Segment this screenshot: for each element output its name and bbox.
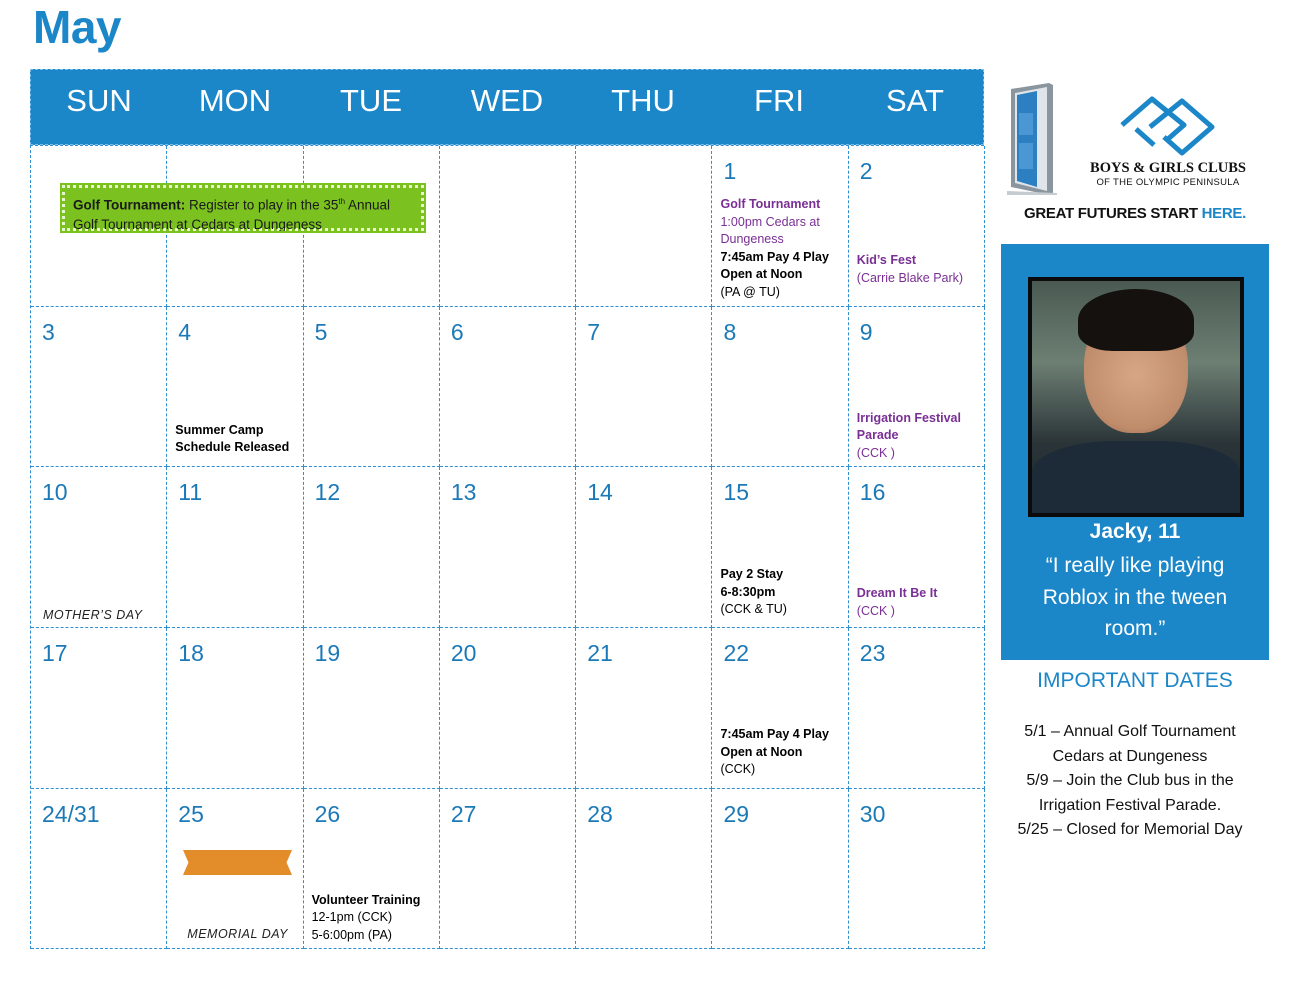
day-number: 8 [723,318,737,345]
event-line: Volunteer Training [311,892,421,907]
day-cell-24-31 [31,789,167,950]
event-line: Schedule Released [175,440,290,455]
golf-banner-ordinal: th [338,197,346,206]
tagline-main: GREAT FUTURES START [1024,205,1202,222]
day-number: 29 [723,800,750,827]
day-number: 28 [587,800,613,827]
event-line: Pay 2 Stay [720,567,784,582]
event-line: (PA @ TU) [720,284,780,299]
day-number: 10 [42,479,68,506]
day-cell-11 [167,467,303,628]
important-date-line: Irrigation Festival Parade. [1038,796,1222,814]
golf-banner-line2: Golf Tournament at Cedars at Dungeness [73,216,322,232]
day-cell-17 [31,628,167,789]
event-line: 7:45am Pay 4 Play [720,727,829,742]
event-line: Golf Tournament [720,197,821,211]
day-cell-26 [304,789,440,950]
day-events [720,726,828,779]
event-line: 6-8:30pm [720,584,776,599]
day-cell-29 [712,789,848,950]
day-number: 15 [723,479,750,506]
event-line: (CCK & TU) [720,602,787,617]
day-number: 9 [859,318,873,345]
day-cell-30 [849,789,985,950]
day-events [720,566,786,619]
day-cell-23 [849,628,985,789]
event-line: Dream It Be It [856,586,938,601]
event-line: Irrigation Festival [856,410,961,425]
day-number: 25 [178,800,204,827]
event-line: 1:00pm Cedars at [720,214,820,229]
important-date-line: 5/25 – Closed for Memorial Day [1017,821,1243,838]
event-line: Summer Camp [175,422,264,437]
day-cell-14 [576,467,712,628]
day-number: 17 [42,640,68,667]
event-line: 5-6:00pm (PA) [311,927,392,942]
tagline-accent: HERE. [1201,205,1246,222]
event-line: (CCK ) [856,445,895,460]
day-cell-empty [440,146,576,307]
day-cell-13 [440,467,576,628]
important-date-line: Cedars at Dungeness [1052,747,1208,765]
calendar-grid [30,145,984,949]
day-number: 4 [178,318,192,345]
member-quote: “I really like playing Roblox in the tween room.” [1042,554,1228,640]
day-number: 1 [723,158,737,184]
event-line: (CCK ) [856,603,895,618]
day-number: 22 [723,640,750,667]
event-line: (CCK) [720,762,756,777]
day-number: 27 [450,800,477,827]
member-name: Jacky, 11 [1089,520,1181,543]
day-number: 26 [314,800,341,827]
day-number: 24/31 [42,800,100,827]
day-cell-27 [440,789,576,950]
important-date-line: 5/9 – Join the Club bus in the [1026,772,1234,789]
day-number: 2 [859,158,873,184]
day-number: 6 [450,318,464,345]
day-cell-12 [304,467,440,628]
day-cell-9 [849,307,985,468]
day-events [857,252,963,287]
day-cell-10 [31,467,167,628]
day-events [720,196,828,301]
day-cell-4 [167,307,303,468]
day-cell-19 [304,628,440,789]
day-number: 14 [587,479,613,506]
day-number: 12 [314,479,341,506]
weekday-sat: SAT [886,83,944,118]
day-number: 21 [587,640,613,667]
golf-banner-label: Golf Tournament: [73,197,186,213]
day-cell-18 [167,628,303,789]
day-cell-1 [712,146,848,307]
member-spotlight [1001,244,1269,660]
day-cell-20 [440,628,576,789]
day-number: 7 [587,318,600,345]
org-subtitle: OF THE OLYMPIC PENINSULA [1096,177,1240,188]
day-cell-7 [576,307,712,468]
important-date-line: 5/1 – Annual Golf Tournament [1024,723,1236,740]
day-number: 20 [450,640,477,667]
day-cell-empty [576,146,712,307]
event-line: Open at Noon [720,744,803,759]
day-cell-28 [576,789,712,950]
day-cell-8 [712,307,848,468]
day-number: 16 [859,479,886,506]
day-cell-3 [31,307,167,468]
day-cell-2 [849,146,985,307]
holiday-note: MOTHER’S DAY [43,608,143,623]
day-number: 18 [178,640,204,667]
event-line: (Carrie Blake Park) [856,270,964,285]
weekday-fri: FRI [754,83,804,118]
day-events [857,585,938,620]
day-number: 23 [859,640,886,667]
day-number: 19 [314,640,341,667]
day-cell-16 [849,467,985,628]
day-events [857,410,961,463]
event-line: Open at Noon [720,267,803,281]
day-cell-22 [712,628,848,789]
weekday-tue: TUE [340,83,402,118]
weekday-thu: THU [611,83,675,118]
holiday-note: MEMORIAL DAY [187,926,288,941]
boys-girls-clubs-logo-icon [1118,95,1216,157]
month-title: May [33,1,121,53]
event-line: 7:45am Pay 4 Play [720,249,829,264]
day-cell-5 [304,307,440,468]
day-number: 5 [314,318,328,345]
golf-banner-text-end: Annual [345,197,391,213]
day-cell-15 [712,467,848,628]
day-cell-6 [440,307,576,468]
day-number: 11 [178,479,203,506]
important-dates-list [994,720,1266,843]
day-number: 3 [42,318,55,345]
event-line: Dungeness [720,232,784,246]
weekday-wed: WED [470,83,544,118]
event-line: 12-1pm (CCK) [311,910,393,925]
important-dates-title: IMPORTANT DATES [1037,669,1233,692]
weekday-header [30,69,984,145]
day-cell-21 [576,628,712,789]
day-number: 30 [859,800,886,827]
member-photo [1028,277,1244,517]
event-line: Parade [856,428,899,443]
golf-banner-text: Register to play in the 35 [185,197,339,213]
open-door-icon [1007,83,1057,195]
closed-ribbon [183,850,292,875]
golf-tournament-banner [62,185,424,231]
day-number: 13 [450,479,477,506]
org-name: BOYS & GIRLS CLUBS [1090,160,1246,176]
day-events [175,422,289,457]
weekday-mon: MON [198,83,272,118]
day-events [312,892,421,945]
tagline [1024,205,1246,222]
event-line: Kid’s Fest [856,253,917,267]
weekday-sun: SUN [66,83,132,118]
